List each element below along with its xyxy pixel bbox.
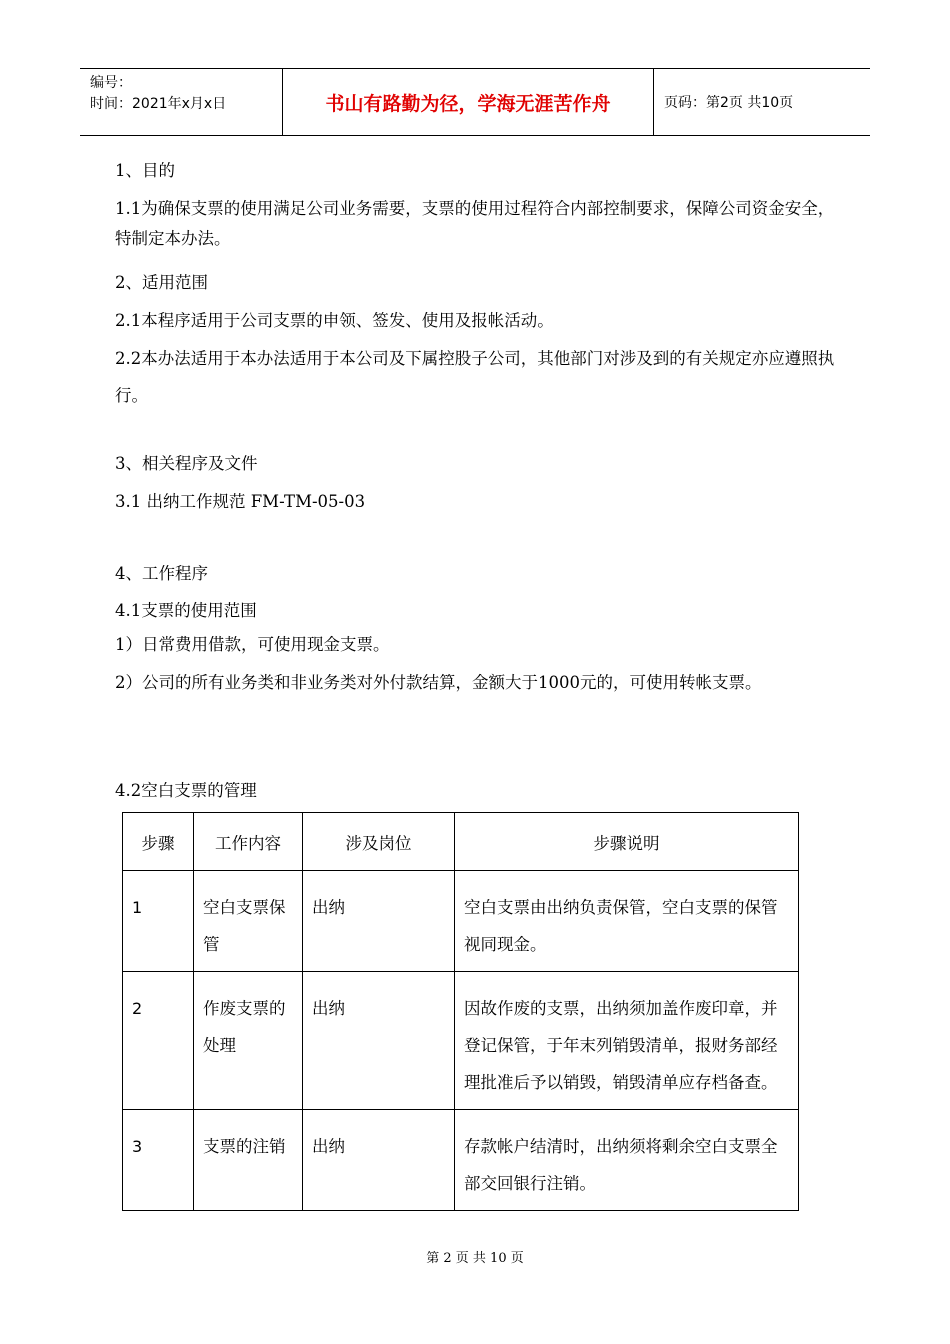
table-cell-step: 1 bbox=[123, 871, 194, 972]
table-cell-description: 因故作废的支票，出纳须加盖作废印章，并登记保管，于年末列销毁清单，报财务部经理批准后予以销毁，销毁清单应存档备查。 bbox=[455, 972, 799, 1110]
section-2-2-text: 2.2本办法适用于本办法适用于本公司及下属控股子公司，其他部门对涉及到的有关规定亦应遵照执行。 bbox=[115, 349, 835, 405]
blank-cheque-management-table bbox=[122, 812, 799, 1211]
table-row bbox=[123, 1110, 799, 1211]
header-meta bbox=[80, 69, 282, 135]
section-3-title: 3、相关程序及文件 bbox=[115, 454, 258, 473]
section-4-1-title: 4.1支票的使用范围 bbox=[115, 601, 257, 620]
table-cell-content: 空白支票保管 bbox=[194, 871, 303, 972]
table-cell-description: 存款帐户结清时，出纳须将剩余空白支票全部交回银行注销。 bbox=[455, 1110, 799, 1211]
header-page-info: 页码：第2页 共10页 bbox=[664, 95, 794, 111]
table-cell-role: 出纳 bbox=[303, 972, 455, 1110]
table-cell-step: 2 bbox=[123, 972, 194, 1110]
section-2-title: 2、适用范围 bbox=[115, 273, 208, 292]
table-header-description: 步骤说明 bbox=[455, 813, 799, 871]
section-4-title: 4、工作程序 bbox=[115, 564, 208, 583]
section-2-1-text: 2.1本程序适用于公司支票的申领、签发、使用及报帐活动。 bbox=[115, 311, 554, 330]
table-cell-step: 3 bbox=[123, 1110, 194, 1211]
table-cell-role: 出纳 bbox=[303, 1110, 455, 1211]
page-header bbox=[80, 68, 870, 136]
table-cell-content: 支票的注销 bbox=[194, 1110, 303, 1211]
table-header-step: 步骤 bbox=[123, 813, 194, 871]
document-number-label: 编号： bbox=[90, 75, 132, 91]
document-time-label: 时间：2021年x月x日 bbox=[90, 96, 227, 112]
table-cell-description: 空白支票由出纳负责保管，空白支票的保管视同现金。 bbox=[455, 871, 799, 972]
section-1-1-text: 1.1为确保支票的使用满足公司业务需要，支票的使用过程符合内部控制要求，保障公司资金安全，特制定本办法。 bbox=[115, 199, 835, 248]
section-3-1-text: 3.1 出纳工作规范 FM-TM-05-03 bbox=[115, 492, 366, 511]
section-4-2-title: 4.2空白支票的管理 bbox=[115, 781, 257, 800]
table-cell-role: 出纳 bbox=[303, 871, 455, 972]
table-row bbox=[123, 871, 799, 972]
table-header-role: 涉及岗位 bbox=[303, 813, 455, 871]
section-4-1-item-1: 1）日常费用借款，可使用现金支票。 bbox=[115, 635, 390, 654]
table-header-content: 工作内容 bbox=[194, 813, 303, 871]
section-1-title: 1、目的 bbox=[115, 161, 175, 180]
table-row bbox=[123, 972, 799, 1110]
table-header-row bbox=[123, 813, 799, 871]
section-4-1-item-2: 2）公司的所有业务类和非业务类对外付款结算，金额大于1000元的，可使用转帐支票。 bbox=[115, 673, 762, 692]
header-motto: 书山有路勤为径，学海无涯苦作舟 bbox=[282, 69, 654, 135]
page-footer: 第 2 页 共 10 页 bbox=[426, 1251, 524, 1266]
table-cell-content: 作废支票的处理 bbox=[194, 972, 303, 1110]
